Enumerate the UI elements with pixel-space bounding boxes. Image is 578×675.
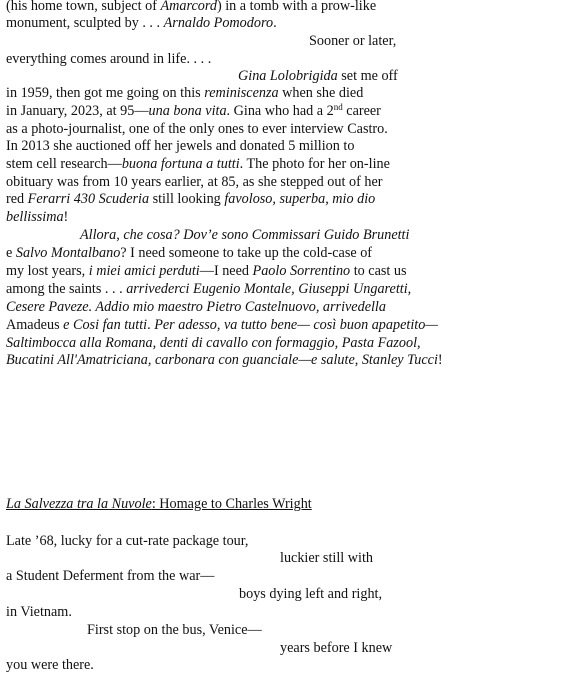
italic-run: Allora, che cosa? Dov’e sono Commissari Guido Brunetti xyxy=(80,227,410,243)
text-line xyxy=(6,0,376,15)
text-line xyxy=(6,103,381,120)
italic-run: i miei amici perduti xyxy=(88,263,200,279)
text-run: career xyxy=(342,103,381,119)
text-run: ? I need someone to take up the cold-case of xyxy=(120,245,373,261)
text-run: you were there. xyxy=(6,657,94,673)
italic-run: La Salvezza tra la Nuvole xyxy=(6,496,152,512)
text-run: . Gina who had a 2 xyxy=(226,103,334,119)
text-line xyxy=(6,85,363,102)
italic-run: Cesere Paveze. Addio mio maestro Pietro Castelnuovo, arrivedella xyxy=(6,299,386,315)
text-run: : Homage to Charles Wright xyxy=(151,496,312,512)
text-line xyxy=(6,245,372,262)
text-run: among the saints . . . xyxy=(6,281,127,297)
poem-title xyxy=(6,496,312,513)
text-line xyxy=(6,121,388,138)
text-line xyxy=(6,263,407,280)
text-run: —I need xyxy=(199,263,253,279)
italic-run: bellissima xyxy=(6,209,64,225)
text-run: . The photo for her on-line xyxy=(239,156,390,172)
text-line xyxy=(6,335,421,352)
text-line xyxy=(6,15,277,32)
text-line xyxy=(6,209,68,226)
italic-run: Per adesso, va tutto bene— così buon apapetito— xyxy=(154,317,438,333)
italic-run: Gina Lolobrigida xyxy=(238,68,338,84)
text-run: In 2013 she auctioned off her jewels and donated 5 million to xyxy=(6,138,355,154)
text-line xyxy=(239,586,382,603)
text-line xyxy=(6,352,443,369)
text-run: luckier still with xyxy=(280,550,373,566)
text-run: red xyxy=(6,191,28,207)
text-run: stem cell research— xyxy=(6,156,122,172)
text-line xyxy=(6,174,382,191)
text-run: ! xyxy=(63,209,69,225)
text-line xyxy=(280,640,392,657)
text-run: in Vietnam. xyxy=(6,604,72,620)
italic-run: Arnaldo Pomodoro xyxy=(163,15,274,31)
text-run: boys dying left and right, xyxy=(239,586,383,602)
italic-run: e xyxy=(63,317,70,333)
text-run: Amadeus xyxy=(6,317,64,333)
italic-run: Bucatini All'Amatriciana, carbonara con guanciale—e salute, Stanley Tucci xyxy=(6,352,438,368)
text-run: in 1959, then got me going on this xyxy=(6,85,205,101)
text-line xyxy=(6,568,214,585)
italic-run: buona fortuna a tutti xyxy=(121,156,240,172)
text-run: when she died xyxy=(278,85,364,101)
text-run: in January, 2023, at 95— xyxy=(6,103,149,119)
text-line xyxy=(6,191,375,208)
text-run: as a photo-journalist, one of the only ones to ever interview Castro. xyxy=(6,121,388,137)
text-run: First stop on the bus, Venice— xyxy=(87,622,262,638)
text-line xyxy=(6,156,390,173)
superscript-run: nd xyxy=(333,102,343,112)
italic-run: favoloso, superba, mio dio xyxy=(224,191,376,207)
text-run: everything comes around in life. . . . xyxy=(6,51,212,67)
italic-run: Saltimbocca alla Romana, xyxy=(6,335,160,351)
italic-run: reminiscenza xyxy=(204,85,279,101)
italic-run: Cosi fan tutti xyxy=(73,317,148,333)
text-run: set me off xyxy=(337,68,398,84)
text-line xyxy=(238,68,398,85)
text-line xyxy=(6,138,354,155)
text-line xyxy=(87,622,262,639)
text-line xyxy=(309,33,396,50)
text-line xyxy=(6,299,386,316)
text-line xyxy=(80,227,409,244)
text-line xyxy=(280,550,373,567)
text-line xyxy=(6,657,94,674)
text-run: Sooner or later, xyxy=(309,33,397,49)
text-line xyxy=(6,51,211,68)
text-run: (his home town, subject of xyxy=(6,0,161,14)
text-run: Late ’68, lucky for a cut-rate package tour, xyxy=(6,533,249,549)
text-run: ) in a tomb with a prow-like xyxy=(216,0,377,14)
italic-run: arrivederci Eugenio Montale, Giuseppi Ungaretti, xyxy=(126,281,412,297)
text-line xyxy=(6,533,248,550)
text-run: to cast us xyxy=(350,263,407,279)
text-run: years before I knew xyxy=(280,640,393,656)
text-run: . xyxy=(273,15,277,31)
text-line xyxy=(6,281,411,298)
text-run: a Student Deferment from the war— xyxy=(6,568,215,584)
italic-run: Paolo Sorrentino xyxy=(252,263,351,279)
italic-run: una bona vita xyxy=(148,103,227,119)
text-run: ! xyxy=(437,352,443,368)
text-run: my lost years, xyxy=(6,263,89,279)
italic-run: denti di cavallo con formaggio, Pasta Fazool, xyxy=(159,335,421,351)
text-run: monument, sculpted by . . . xyxy=(6,15,164,31)
text-run: e xyxy=(6,245,16,261)
text-line xyxy=(6,604,72,621)
italic-run: Ferarri 430 Scuderia xyxy=(27,191,150,207)
text-run: . xyxy=(147,317,155,333)
text-run: obituary was from 10 years earlier, at 85, as she stepped out of her xyxy=(6,174,383,190)
italic-run: Amarcord xyxy=(160,0,217,14)
text-line xyxy=(6,317,438,334)
italic-run: Salvo Montalbano xyxy=(15,245,121,261)
text-run: still looking xyxy=(149,191,225,207)
